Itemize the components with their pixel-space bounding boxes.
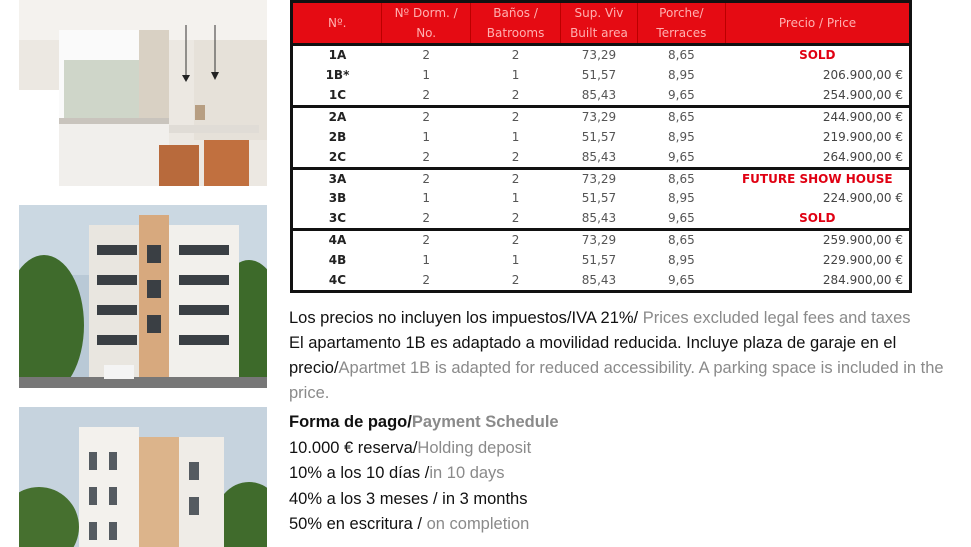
price-cell: 264.900,00 € <box>822 149 903 164</box>
price-cell: 224.900,00 € <box>822 191 903 206</box>
price-cell: 206.900,00 € <box>822 67 903 82</box>
apartment-cell: 3B <box>328 191 347 206</box>
accessibility-note-es: El apartamento 1B es adaptado a movilidad reducida. Incluye plaza de garaje en el precio/ <box>289 334 897 377</box>
interior-photo <box>19 0 267 186</box>
price-cell: 229.900,00 € <box>822 253 903 268</box>
price-cell: 219.900,00 € <box>822 129 903 144</box>
bedrooms-cell: 1 <box>422 253 430 268</box>
bedrooms-cell: 1 <box>422 129 430 144</box>
table-row <box>292 65 911 86</box>
floor-group-1 <box>292 45 911 107</box>
payment-item: 50% en escritura / on completion <box>289 515 530 533</box>
terrace-cell: 8,65 <box>668 48 695 63</box>
terrace-cell: 8,95 <box>668 253 695 268</box>
table-row <box>292 189 911 210</box>
building-side-photo <box>19 407 267 547</box>
bathrooms-cell: 2 <box>511 149 520 164</box>
apartment-cell: 3C <box>328 211 347 226</box>
apartment-cell: 2A <box>328 109 347 124</box>
apartment-cell: 4A <box>328 233 347 248</box>
apartment-cell: 2B <box>328 129 347 144</box>
terrace-cell: 8,65 <box>668 171 695 186</box>
table-row <box>292 209 911 230</box>
terrace-cell: 8,95 <box>668 67 695 82</box>
apartment-cell: 1C <box>328 87 347 102</box>
built-area-cell: 85,43 <box>581 211 617 226</box>
built-area-cell: 51,57 <box>581 67 617 82</box>
terrace-cell: 9,65 <box>668 87 695 102</box>
floor-group-4 <box>292 230 911 292</box>
price-cell: FUTURE SHOW HOUSE <box>741 171 893 186</box>
bedrooms-cell: 1 <box>422 191 430 206</box>
table-row <box>292 230 911 251</box>
price-cell: SOLD <box>799 48 836 63</box>
payment-item: 10.000 € reserva/Holding deposit <box>289 438 532 457</box>
building-front-photo <box>19 205 267 388</box>
bathrooms-cell: 1 <box>511 253 520 268</box>
bathrooms-cell: 2 <box>511 171 520 186</box>
built-area-cell: 73,29 <box>581 109 617 124</box>
terrace-cell: 8,95 <box>668 191 695 206</box>
bedrooms-cell: 2 <box>422 149 430 164</box>
bathrooms-cell: 1 <box>511 67 520 82</box>
terrace-cell: 8,65 <box>668 109 695 124</box>
table-row <box>292 106 911 127</box>
price-cell: 284.900,00 € <box>822 273 903 288</box>
built-area-cell: 73,29 <box>581 233 617 248</box>
header-price: Precio / Price <box>726 2 911 45</box>
header-bathrooms: Baños / Batrooms <box>470 2 560 45</box>
table-row <box>292 147 911 168</box>
built-area-cell: 85,43 <box>581 87 617 102</box>
tax-note-es: Los precios no incluyen los impuestos/IVA 21%/ <box>289 309 639 327</box>
floor-group-3 <box>292 168 911 230</box>
apartment-cell: 3A <box>328 171 347 186</box>
built-area-cell: 73,29 <box>581 48 617 63</box>
bedrooms-cell: 2 <box>422 87 430 102</box>
bathrooms-cell: 2 <box>511 273 520 288</box>
tax-note <box>289 306 971 331</box>
built-area-cell: 51,57 <box>581 129 617 144</box>
table-row <box>292 45 911 66</box>
terrace-cell: 8,95 <box>668 129 695 144</box>
price-cell: 259.900,00 € <box>822 233 903 248</box>
price-cell: SOLD <box>799 211 836 226</box>
price-cell: 254.900,00 € <box>822 87 903 102</box>
bathrooms-cell: 2 <box>511 48 520 63</box>
terrace-cell: 9,65 <box>668 211 695 226</box>
header-built-area: Sup. Viv Built area <box>561 2 637 45</box>
floor-group-2 <box>292 106 911 168</box>
built-area-cell: 73,29 <box>581 171 617 186</box>
table-row <box>292 86 911 107</box>
table-row <box>292 168 911 189</box>
bathrooms-cell: 2 <box>511 87 520 102</box>
payment-title: Forma de pago/Payment Schedule <box>289 413 559 431</box>
bedrooms-cell: 2 <box>422 273 430 288</box>
apartment-cell: 4C <box>328 273 347 288</box>
built-area-cell: 85,43 <box>581 149 617 164</box>
built-area-cell: 85,43 <box>581 273 617 288</box>
terrace-cell: 9,65 <box>668 149 695 164</box>
table-header-row <box>292 2 911 45</box>
bedrooms-cell: 2 <box>422 211 430 226</box>
bathrooms-cell: 1 <box>511 191 520 206</box>
header-bedrooms: Nº Dorm. / No. <box>382 2 470 45</box>
price-cell: 244.900,00 € <box>822 109 903 124</box>
bathrooms-cell: 2 <box>511 233 520 248</box>
bathrooms-cell: 1 <box>511 129 520 144</box>
header-apartment: Nº. <box>292 2 382 45</box>
payment-schedule <box>289 410 971 538</box>
payment-item: 40% a los 3 meses / in 3 months <box>289 489 528 508</box>
terrace-cell: 8,65 <box>668 233 695 248</box>
table-row <box>292 250 911 271</box>
bedrooms-cell: 2 <box>422 48 430 63</box>
bathrooms-cell: 2 <box>511 211 520 226</box>
bedrooms-cell: 2 <box>422 233 430 248</box>
payment-item: 10% a los 10 días /in 10 days <box>289 464 505 482</box>
apartment-cell: 2C <box>328 149 347 164</box>
table-row <box>292 127 911 148</box>
tax-note-en: Prices excluded legal fees and taxes <box>638 309 911 327</box>
bedrooms-cell: 1 <box>422 67 430 82</box>
accessibility-note-en: Apartmet 1B is adapted for reduced accessibility. A parking space is included in the price. <box>289 359 944 402</box>
table-row <box>292 271 911 292</box>
apartment-cell: 1B* <box>325 67 350 82</box>
bathrooms-cell: 2 <box>511 109 520 124</box>
price-table <box>290 0 912 293</box>
accessibility-note <box>289 331 971 406</box>
apartment-cell: 1A <box>328 48 347 63</box>
terrace-cell: 9,65 <box>668 273 695 288</box>
built-area-cell: 51,57 <box>581 253 617 268</box>
built-area-cell: 51,57 <box>581 191 617 206</box>
bedrooms-cell: 2 <box>422 109 430 124</box>
bedrooms-cell: 2 <box>422 171 430 186</box>
header-terraces: Porche/ Terraces <box>637 2 725 45</box>
apartment-cell: 4B <box>328 253 347 268</box>
